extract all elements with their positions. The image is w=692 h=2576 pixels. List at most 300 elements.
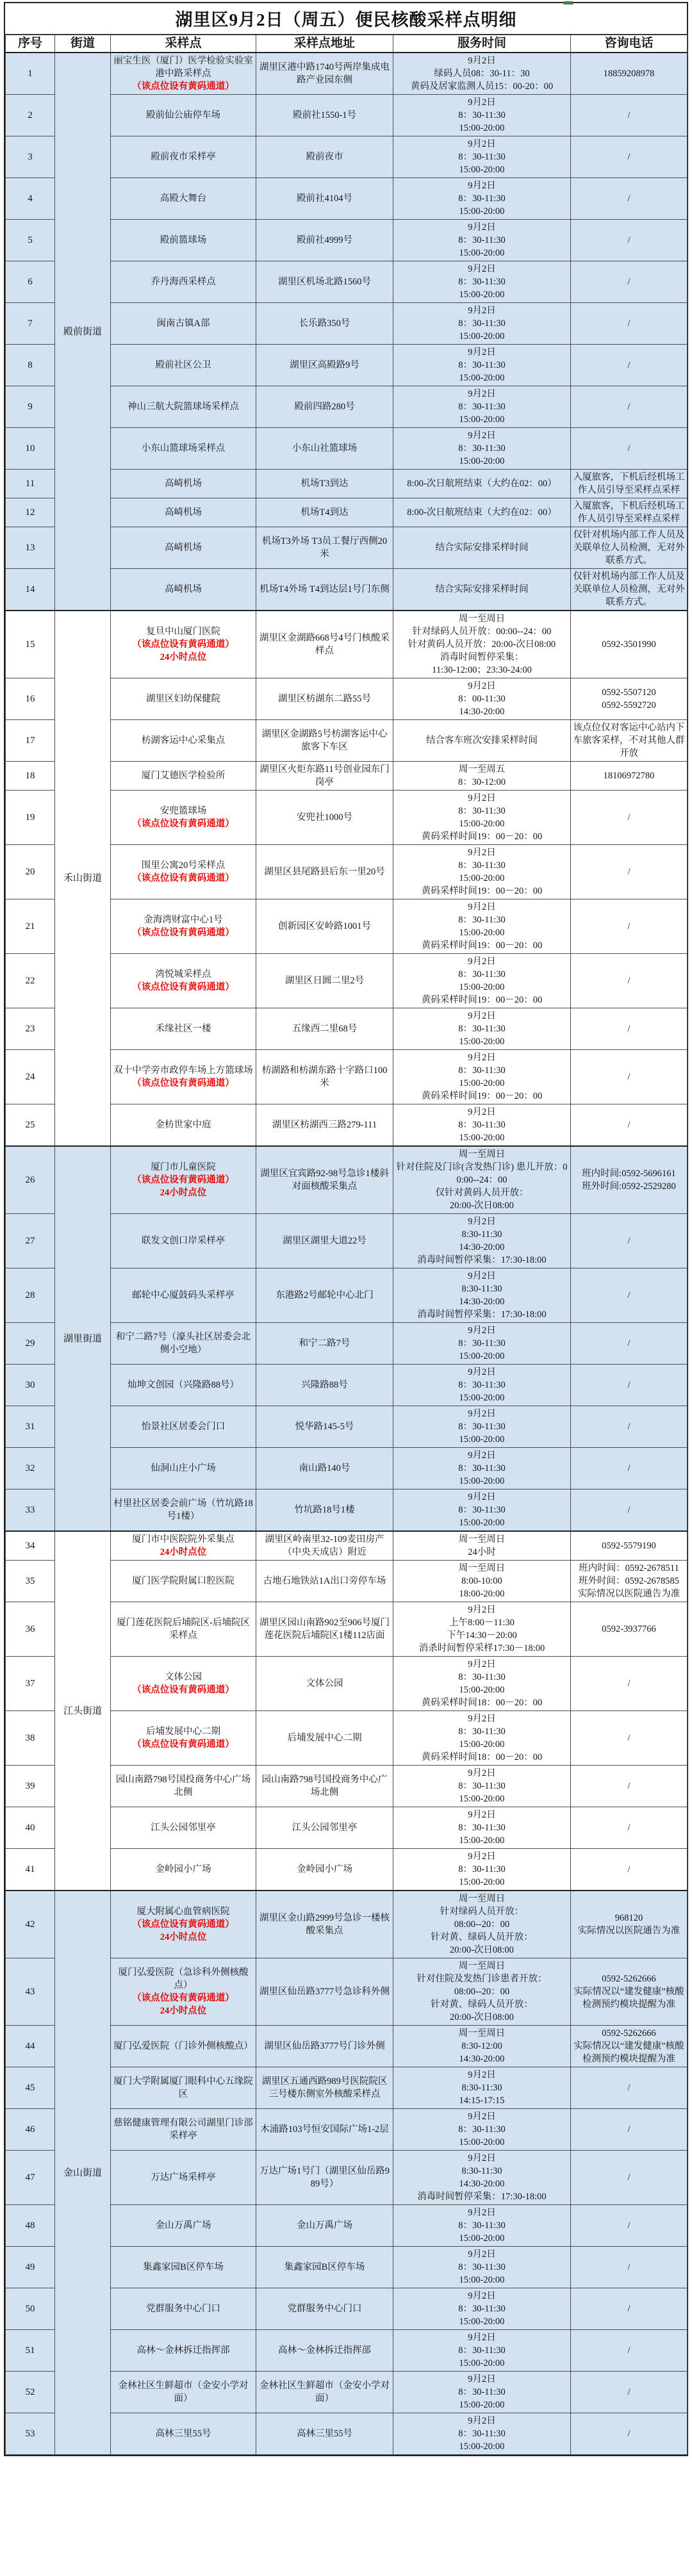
time-cell-line: 15:00-20:00 [459,373,505,383]
address-cell [256,1448,393,1489]
time-cell-line: 15:00-20:00 [459,1351,505,1361]
site-cell-line: 和宁二路7号（濠头社区居委会北侧小空地） [115,1332,251,1355]
phone-cell [571,2151,688,2205]
address-cell-line: 湖里区港中路1740号两岸集成电路产业园东侧 [260,62,390,85]
row-number-cell-line: 37 [25,1678,35,1689]
time-cell-line: 8：30-11:30 [458,193,506,204]
time-cell-line: 黄码采样时间18：00－20：00 [421,1752,543,1762]
row-number-cell [6,1365,55,1406]
time-cell [393,498,571,527]
time-cell-line: 9月2日 [468,902,496,912]
site-cell-line: 村里社区居委会前广场（竹坑路18号1楼） [113,1498,253,1522]
time-cell-line: 8：30-11:30 [458,360,506,370]
time-cell-line: 15:00-20:00 [459,1037,505,1047]
phone-cell-line: / [627,2124,630,2135]
row-number-cell-line: 14 [25,584,35,595]
phone-cell-line: / [627,193,630,204]
phone-cell [571,178,688,220]
time-cell-line: 9月2日 [468,97,496,108]
address-cell [256,899,393,954]
phone-cell [571,2288,688,2330]
row-number-cell [6,1008,55,1050]
address-cell-line: 文体公园 [306,1678,343,1689]
row-number-cell-line: 23 [25,1024,35,1034]
time-cell-line: 周一至周日 [458,1534,506,1545]
time-cell-line: 15:00-20:00 [459,1393,505,1403]
row-number-cell [6,791,55,845]
phone-cell [571,1531,688,1561]
row-number-cell [6,1531,55,1561]
address-cell-line: 创新园区安岭路1001号 [278,921,371,931]
time-cell-line: 黄码及居家监测人员15：00-20：00 [410,81,554,92]
site-cell-line: 乔丹海西采样点 [151,277,216,287]
site-cell [111,791,256,845]
time-cell-line: 15:00-20:00 [459,1835,505,1846]
row-number-cell-line: 18 [25,771,35,781]
time-cell-line: 15:00-20:00 [459,414,505,425]
row-number-cell-line: 1 [28,69,33,79]
time-cell-line: 8：30-11:30 [458,110,506,120]
address-cell-line: 长乐路350号 [299,318,350,329]
row-number-cell [6,1406,55,1448]
time-cell-line: 9月2日 [468,2374,496,2384]
address-cell [256,1711,393,1766]
time-cell-line: 15:00-20:00 [459,1078,505,1088]
site-cell [111,2288,256,2330]
address-cell [256,498,393,527]
header-no: 序号 [6,35,55,53]
phone-cell-line: / [627,1463,630,1473]
site-cell [111,1008,256,1050]
time-cell-line: 8：30-11:30 [458,443,506,454]
yellow-code-note: （该点位设有黄码通道） [132,982,235,992]
row-number-cell [6,678,55,720]
address-cell-line: 机场T4外场 T4到达层1号门东侧 [260,584,390,595]
time-cell-line: 15:00-20:00 [459,123,505,133]
phone-cell-line: / [627,976,630,986]
phone-cell-line: / [627,318,630,329]
row-number-cell [6,428,55,470]
street-cell [55,1146,111,1531]
address-cell [256,1766,393,1807]
yellow-code-note: （该点位设有黄码通道） [132,873,235,883]
phone-cell [571,2372,688,2413]
phone-cell [571,498,688,527]
address-cell-line: 湖里区高殿路9号 [290,360,359,370]
header-street: 街道 [55,35,111,53]
site-cell-line: 殿前仙公庙停车场 [146,110,220,120]
address-cell [256,1323,393,1365]
site-cell [111,1406,256,1448]
address-cell-line: 湖里区五通西路989号医院院区三号楼东侧室外核酸采样点 [261,2076,388,2099]
site-cell [111,1323,256,1365]
site-cell-line: 湖里区妇幼保健院 [146,694,220,704]
site-cell [111,1104,256,1147]
header-row [6,35,688,53]
time-cell-line: 15:00-20:00 [459,2137,505,2147]
time-cell-line: 8：30-11:30 [458,2345,506,2356]
time-cell [393,1268,571,1323]
site-cell [111,2247,256,2288]
time-cell-line: 结合客车班次安排采样时间 [426,735,538,746]
site-cell [111,1489,256,1532]
row-number-cell-line: 27 [25,1236,35,1246]
time-cell [393,2109,571,2151]
time-cell-line: 15:00-20:00 [459,982,505,992]
row-number-cell [6,1146,55,1214]
address-cell-line: 后埔发展中心二期 [287,1733,362,1743]
address-cell-line: 悦华路145-5号 [295,1422,354,1432]
phone-cell [571,1268,688,1323]
address-cell [256,611,393,678]
address-cell-line: 金山万禹广场 [297,2220,352,2231]
header-time: 服务时间 [393,35,571,53]
address-cell-line: 湖里区枋湖西三路279-111 [272,1120,377,1130]
phone-cell-line: 968120 [614,1913,643,1923]
row-number-cell-line: 22 [25,976,35,986]
time-cell-line: 8：30-11:30 [458,1864,506,1875]
row-number-cell [6,1104,55,1147]
address-cell [256,1268,393,1323]
time-cell-line: 8：30-11:30 [458,1338,506,1349]
address-cell-line: 木浦路103号恒安国际广场1-2层 [260,2124,389,2135]
site-cell [111,1602,256,1657]
phone-cell [571,1807,688,1849]
time-cell-line: 8：30-11:30 [458,2387,506,2397]
time-cell-line: 8：30-11:30 [458,1422,506,1432]
address-cell-line: 五缘西二里68号 [292,1024,358,1034]
phone-cell-line: / [627,402,630,412]
phone-cell-line: / [627,152,630,162]
time-cell [393,1146,571,1214]
phone-cell-line: / [627,1024,630,1034]
site-cell [111,527,256,569]
time-cell-line: 9月2日 [468,1714,496,1724]
site-cell-line: 厦门艾德医学检验所 [141,771,226,781]
time-cell-line: 8：30-11:30 [458,860,506,871]
time-cell-line: 消毒时间暂停采集： [440,652,524,662]
time-cell [393,762,571,791]
address-cell [256,2413,393,2455]
phone-cell-line: / [627,2429,630,2439]
site-cell-line: 文体公园 [165,1672,202,1682]
time-cell-line: 20:00-次日08:00 [450,2012,514,2022]
yellow-code-note: 24小时点位 [160,2006,207,2016]
phone-cell [571,1406,688,1448]
row-number-cell [6,1766,55,1807]
row-number-cell [6,720,55,762]
site-cell [111,2026,256,2067]
time-cell [393,1657,571,1711]
time-cell [393,386,571,428]
time-cell [393,2288,571,2330]
time-cell-line: 8：30-12:00 [457,777,506,787]
row-number-cell-line: 10 [25,443,35,454]
site-cell [111,2205,256,2247]
address-cell [256,1891,393,1958]
row-number-cell [6,2205,55,2247]
time-cell-line: 8:00-次日航班结束（大约在02：00） [407,507,557,518]
time-cell-line: 8：30-11:30 [458,2262,506,2272]
site-cell [111,261,256,303]
time-cell-line: 针对黄、绿码人员开放： [431,1932,533,1942]
phone-cell [571,53,688,95]
row-number-cell-line: 29 [25,1338,35,1349]
phone-cell [571,2109,688,2151]
site-cell [111,1531,256,1561]
phone-cell-line: 18859208978 [603,69,655,79]
address-cell [256,345,393,386]
time-cell-line: 18:00-20:00 [459,1589,505,1599]
address-cell [256,1365,393,1406]
time-cell-line: 9月2日 [468,181,496,191]
row-number-cell [6,2151,55,2205]
site-cell [111,845,256,899]
time-cell [393,1008,571,1050]
phone-cell-line: / [627,1864,630,1875]
site-cell [111,762,256,791]
site-cell-line: 安兜篮球场 [160,806,207,816]
time-cell [393,2205,571,2247]
phone-cell [571,569,688,611]
site-cell-line: 厦门弘爱医院（急诊科外侧核酸点） [118,1967,249,1990]
time-cell [393,220,571,261]
time-cell-line: 15:00-20:00 [459,1685,505,1695]
time-cell-line: 8：30-11:30 [458,1672,506,1682]
excel-artifact-mark [563,1,573,4]
phone-cell [571,1958,688,2026]
address-cell-line: 枋湖路和枋湖东路十字路口100米 [261,1065,388,1088]
row-number-cell-line: 36 [25,1624,35,1634]
site-cell-line: 金枋世家中庭 [155,1120,211,1130]
row-number-cell [6,762,55,791]
row-number-cell-line: 12 [25,507,35,518]
time-cell-line: 8:30-11:30 [461,1229,502,1240]
time-cell [393,1561,571,1602]
row-number-cell-line: 49 [25,2262,35,2272]
row-number-cell-line: 3 [28,152,33,162]
address-cell-line: 古地石地铁站1A出口旁停车场 [263,1576,386,1586]
address-cell-line: 湖里区仙岳路3777号门诊外侧 [264,2041,385,2051]
phone-cell-line: / [627,443,630,454]
site-cell [111,1050,256,1104]
site-cell-line: 禾缘社区一楼 [155,1024,211,1034]
time-cell-line: 黄码采样时间19：00－20：00 [421,940,543,951]
address-cell-line: 小东山社篮球场 [292,443,358,454]
time-cell [393,2026,571,2067]
time-cell-line: 15:00-20:00 [459,2317,505,2327]
time-cell-line: 15:00-20:00 [459,2233,505,2244]
time-cell-line: 周一至周日 [458,1563,506,1573]
phone-cell-line: 0592-5579190 [602,1541,656,1551]
time-cell-line: 8:30-12:00 [461,2041,502,2051]
time-cell-line: 8：30-11:30 [458,152,506,162]
phone-cell [571,1711,688,1766]
sampling-sheet [4,2,688,2456]
time-cell [393,899,571,954]
time-cell-line: 15:00-20:00 [459,2275,505,2285]
address-cell [256,2247,393,2288]
phone-cell-line: 班外时间：0592-2678585 [578,1576,680,1586]
site-cell-line: 枋湖客运中心采集点 [141,735,226,746]
time-cell-line: 14:30-20:00 [459,707,505,717]
time-cell-line: 8：30-11:30 [458,969,506,980]
site-cell [111,1561,256,1602]
site-cell-line: 双十中学旁市政停车场上方篮球场 [113,1065,253,1076]
row-number-cell-line: 45 [25,2083,35,2093]
time-cell-line: 9月2日 [468,56,496,66]
row-number-cell-line: 19 [25,812,35,823]
phone-cell [571,428,688,470]
time-cell-line: 9月2日 [468,1053,496,1063]
phone-cell-line: / [627,1120,630,1130]
phone-cell-line: / [627,2262,630,2272]
time-cell-line: 8：30-11:30 [458,1120,506,1130]
time-cell [393,1711,571,1766]
address-cell [256,178,393,220]
row-number-cell-line: 48 [25,2220,35,2231]
time-cell-line: 8：30-11:30 [458,402,506,412]
address-cell-line: 殿前社4999号 [297,235,352,245]
time-cell-line: 9月2日 [468,1271,496,1281]
table-row [6,1891,688,1958]
phone-cell-line: / [627,1823,630,1833]
site-cell-line: 厦门莲花医院后埔院区-后埔院区采样点 [117,1618,250,1641]
phone-cell [571,1214,688,1268]
phone-cell-line: 班内时间：0592-2678511 [579,1563,679,1573]
phone-cell [571,220,688,261]
phone-cell [571,954,688,1008]
phone-cell-line: 0592-3501990 [602,639,656,650]
row-number-cell [6,1489,55,1532]
address-cell [256,954,393,1008]
address-cell-line: 兴隆路88号 [301,1380,348,1390]
time-cell-line: 14:15-17:15 [459,2096,505,2106]
yellow-code-note: （该点位设有黄码通道） [132,639,235,650]
time-cell-line: 15:00-20:00 [459,1877,505,1887]
row-number-cell [6,220,55,261]
time-cell-line: 黄码采样时间18：00－20：00 [421,1698,543,1708]
street-cell-line: 湖里街道 [63,1333,102,1344]
time-cell-line: 20:00-次日08:00 [450,1945,514,1955]
time-cell-line: 15:00-20:00 [459,1133,505,1143]
time-cell [393,1891,571,1958]
phone-cell [571,1104,688,1147]
phone-cell [571,95,688,136]
time-cell-line: 15:00-20:00 [459,2358,505,2368]
address-cell-line: 金岭园小广场 [297,1864,352,1875]
time-cell [393,678,571,720]
time-cell-line: 9月2日 [468,956,496,967]
site-cell [111,899,256,954]
address-cell-line: 机场T3外场 T3员工餐厅西侧20米 [261,536,388,559]
row-number-cell [6,2372,55,2413]
phone-cell-line: 实际情况以医院通告为准 [577,1589,680,1599]
row-number-cell [6,1050,55,1104]
site-cell-line: 高林～金林拆迁指挥部 [136,2345,230,2356]
phone-cell-line: 实际情况以“建发健康”核酸检测预约模块提醒为准 [573,2041,684,2064]
time-cell-line: 15:00-20:00 [459,331,505,341]
phone-cell [571,345,688,386]
time-cell-line: 15:00-20:00 [459,1518,505,1528]
yellow-code-note: 24小时点位 [160,1547,207,1557]
address-cell [256,791,393,845]
time-cell-line: 15:00-20:00 [459,1476,505,1486]
phone-cell [571,1561,688,1602]
row-number-cell-line: 42 [25,1919,35,1930]
phone-cell-line: 0592-5507120 [602,687,656,698]
site-cell-line: 园山南路798号国投商务中心广场北侧 [115,1775,251,1798]
time-cell-line: 15:00-20:00 [459,2400,505,2410]
phone-cell-line: / [627,1422,630,1432]
time-cell [393,611,571,678]
time-cell-line: 黄码采样时间19：00－20：00 [421,832,543,842]
page-title: 湖里区9月2日（周五）便民核酸采样点明细 [5,3,687,35]
row-number-cell [6,1807,55,1849]
row-number-cell [6,261,55,303]
address-cell-line: 党群服务中心门口 [287,2304,362,2314]
row-number-cell [6,1214,55,1268]
yellow-code-note: （该点位设有黄码通道） [132,1175,235,1185]
row-number-cell [6,845,55,899]
address-cell [256,1958,393,2026]
time-cell-line: 8：30-11:30 [458,1024,506,1034]
site-cell-line: 后埔发展中心二期 [146,1727,220,1737]
time-cell-line: 8：30-11:30 [458,1065,506,1076]
time-cell-line: 9月2日 [468,139,496,149]
row-number-cell-line: 47 [25,2172,35,2183]
time-cell-line: 15:00-20:00 [459,928,505,938]
address-cell [256,261,393,303]
time-cell [393,178,571,220]
address-cell [256,1807,393,1849]
time-cell-line: 9月2日 [468,389,496,399]
site-cell [111,2067,256,2109]
time-cell-line: 9月2日 [468,2070,496,2080]
address-cell-line: 湖里区机场北路1560号 [278,277,371,287]
row-number-cell-line: 43 [25,1987,35,1997]
time-cell-line: 8：30-11:30 [458,2124,506,2135]
time-cell [393,345,571,386]
address-cell [256,1657,393,1711]
site-cell [111,95,256,136]
time-cell [393,791,571,845]
row-number-cell-line: 51 [25,2345,35,2356]
time-cell [393,303,571,345]
time-cell-line: 15:00-20:00 [459,1794,505,1804]
site-cell [111,470,256,498]
row-number-cell [6,498,55,527]
time-cell-line: 15:00-20:00 [459,165,505,175]
address-cell-line: 南山路140号 [299,1463,350,1473]
phone-cell-line: / [627,1678,630,1689]
address-cell-line: 湖里区宜宾路92-98号急诊1楼斜对面核酸采集点 [260,1169,389,1192]
time-cell-line: 8：30-11:30 [458,806,506,816]
time-cell-line: 黄码采样时间19：00－20：00 [421,886,543,896]
time-cell-line: 8：30-11:30 [458,2220,506,2231]
site-cell [111,53,256,95]
phone-cell-line: / [627,2304,630,2314]
phone-cell [571,678,688,720]
time-cell-line: 9月2日 [468,1107,496,1117]
address-cell [256,678,393,720]
phone-cell-line: 班外时间:0592-2529280 [582,1181,676,1192]
phone-cell [571,1323,688,1365]
row-number-cell-line: 39 [25,1781,35,1791]
address-cell-line: 竹坑路18号1楼 [294,1505,355,1515]
phone-cell-line: 0592-5262666 [602,2028,656,2039]
site-cell-line: 党群服务中心门口 [146,2304,220,2314]
